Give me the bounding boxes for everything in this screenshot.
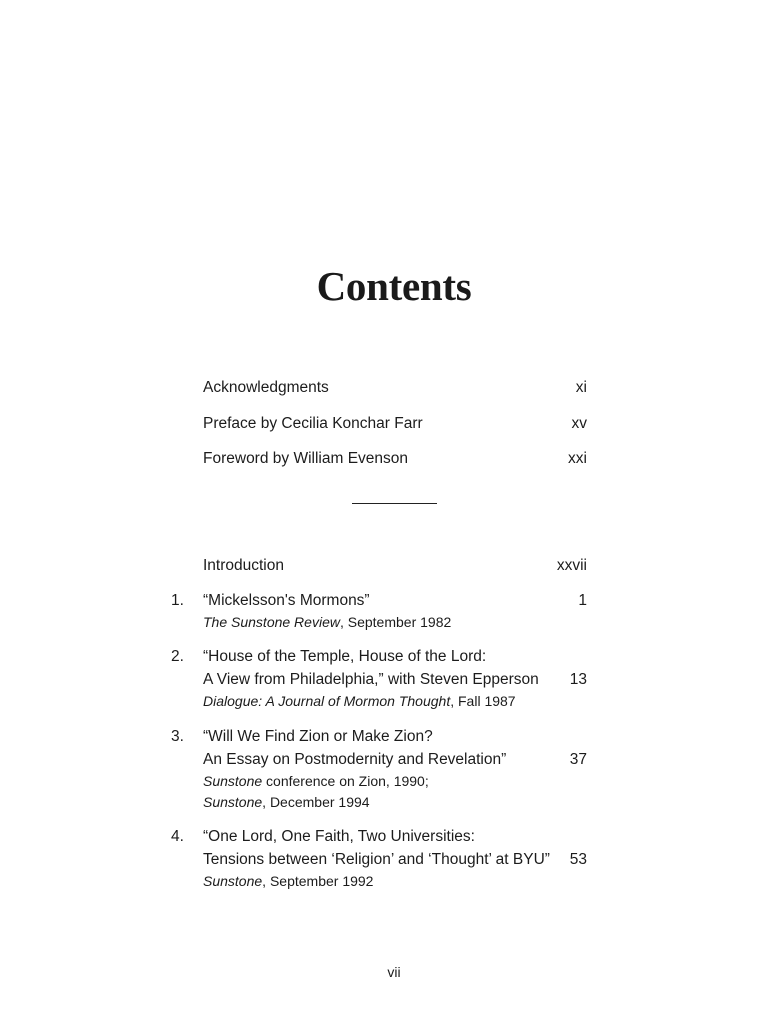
toc-entry-page: xv	[571, 415, 587, 432]
chapter-title-line: “House of the Temple, House of the Lord:	[203, 648, 487, 665]
chapter-source-line	[203, 612, 587, 633]
toc-entry-chapter-3	[171, 725, 587, 813]
chapter-number: 2.	[171, 648, 184, 665]
source-detail: , Fall 1987	[450, 693, 516, 709]
toc-entry-acknowledgments	[171, 376, 587, 399]
toc-entry-page: 53	[569, 851, 587, 868]
toc-entry-page: 1	[578, 592, 587, 609]
chapter-source-line	[203, 771, 587, 792]
toc-entry-chapter-4	[171, 825, 587, 892]
page-number: vii	[387, 964, 401, 980]
chapter-source-line	[203, 792, 587, 813]
page-title: Contents	[316, 263, 472, 309]
source-detail: , September 1992	[262, 873, 374, 889]
section-divider	[352, 503, 437, 504]
chapter-source-line	[203, 691, 587, 712]
chapter-title-line: “Mickelsson's Mormons”	[203, 592, 370, 609]
toc-entry-page: xi	[575, 379, 587, 396]
source-detail: , December 1994	[262, 794, 370, 810]
toc-entry-chapter-2	[171, 645, 587, 712]
chapter-title-line: “One Lord, One Faith, Two Universities:	[203, 828, 475, 845]
toc-entry-page: 37	[569, 751, 587, 768]
source-publication: Sunstone	[203, 794, 263, 810]
chapter-title-line: Tensions between ‘Religion’ and ‘Thought’ at BYU”	[203, 851, 550, 868]
toc-entry-title: Acknowledgments	[203, 379, 329, 396]
chapter-title-line: An Essay on Postmodernity and Revelation”	[203, 751, 507, 768]
toc-entry-page: xxi	[568, 450, 587, 467]
chapter-title-line: “Will We Find Zion or Make Zion?	[203, 728, 433, 745]
chapter-title-line: A View from Philadelphia,” with Steven Epperson	[203, 671, 539, 688]
source-detail: , September 1982	[339, 614, 452, 630]
chapter-number: 4.	[171, 828, 184, 845]
toc-entry-introduction	[171, 554, 587, 577]
toc-entry-chapter-1	[171, 589, 587, 633]
toc-entry-page: xxvii	[556, 557, 587, 574]
source-publication: Sunstone	[203, 773, 263, 789]
source-detail: conference on Zion, 1990;	[262, 773, 429, 789]
toc-entry-title: Foreword by William Evenson	[203, 450, 409, 467]
toc-entry-title: Preface by Cecilia Konchar Farr	[203, 415, 423, 432]
chapter-source-line	[203, 871, 587, 892]
toc-entry-title: Introduction	[203, 557, 284, 574]
source-publication: Dialogue: A Journal of Mormon Thought	[203, 693, 451, 709]
chapter-number: 3.	[171, 728, 184, 745]
toc-entry-page: 13	[569, 671, 587, 688]
toc-entry-preface	[171, 412, 587, 435]
source-publication: The Sunstone Review	[203, 614, 340, 630]
chapter-number: 1.	[171, 592, 184, 609]
toc-entry-foreword	[171, 447, 587, 470]
source-publication: Sunstone	[203, 873, 263, 889]
